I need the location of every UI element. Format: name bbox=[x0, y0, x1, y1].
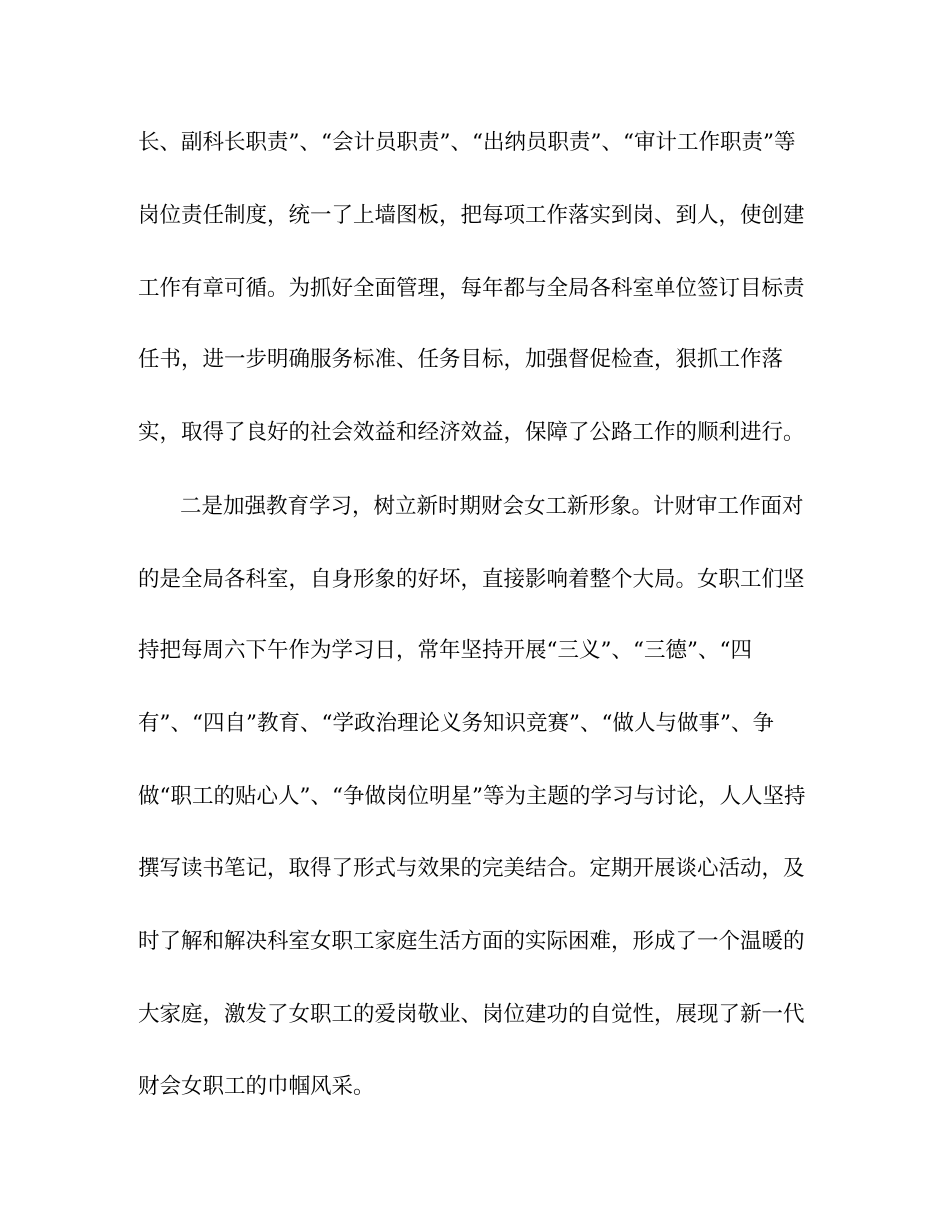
paragraph-line: 有”、“四自”教育、“学政治理论义务知识竞赛”、“做人与做事”、争 bbox=[138, 711, 774, 736]
paragraph-line: 实，取得了良好的社会效益和经济效益，保障了公路工作的顺利进行。 bbox=[138, 420, 805, 445]
paragraph-line: 长、副科长职责”、“会计员职责”、“出纳员职责”、“审计工作职责”等 bbox=[138, 130, 796, 155]
paragraph-line: 时了解和解决科室女职工家庭生活方面的实际困难，形成了一个温暖的 bbox=[138, 929, 805, 954]
paragraph-line: 持把每周六下午作为学习日，常年坚持开展“三义”、“三德”、“四 bbox=[138, 638, 752, 663]
paragraph-line: 财会女职工的巾帼风采。 bbox=[138, 1074, 375, 1099]
paragraph-line: 任书，进一步明确服务标准、任务目标，加强督促检查，狠抓工作落 bbox=[138, 347, 784, 372]
paragraph-line: 岗位责任制度，统一了上墙图板，把每项工作落实到岗、到人，使创建 bbox=[138, 203, 805, 228]
paragraph-line: 的是全局各科室，自身形象的好坏，直接影响着整个大局。女职工们坚 bbox=[138, 567, 805, 592]
paragraph-line: 撰写读书笔记，取得了形式与效果的完美结合。定期开展谈心活动，及 bbox=[138, 856, 805, 881]
paragraph-line: 大家庭，激发了女职工的爱岗敬业、岗位建功的自觉性，展现了新一代 bbox=[138, 1002, 805, 1027]
paragraph-line: 做“职工的贴心人”、“争做岗位明星”等为主题的学习与讨论，人人坚持 bbox=[138, 784, 806, 809]
paragraph-line: 二是加强教育学习，树立新时期财会女工新形象。计财审工作面对 bbox=[180, 494, 804, 519]
paragraph-line: 工作有章可循。为抓好全面管理，每年都与全局各科室单位签订目标责 bbox=[138, 276, 805, 301]
